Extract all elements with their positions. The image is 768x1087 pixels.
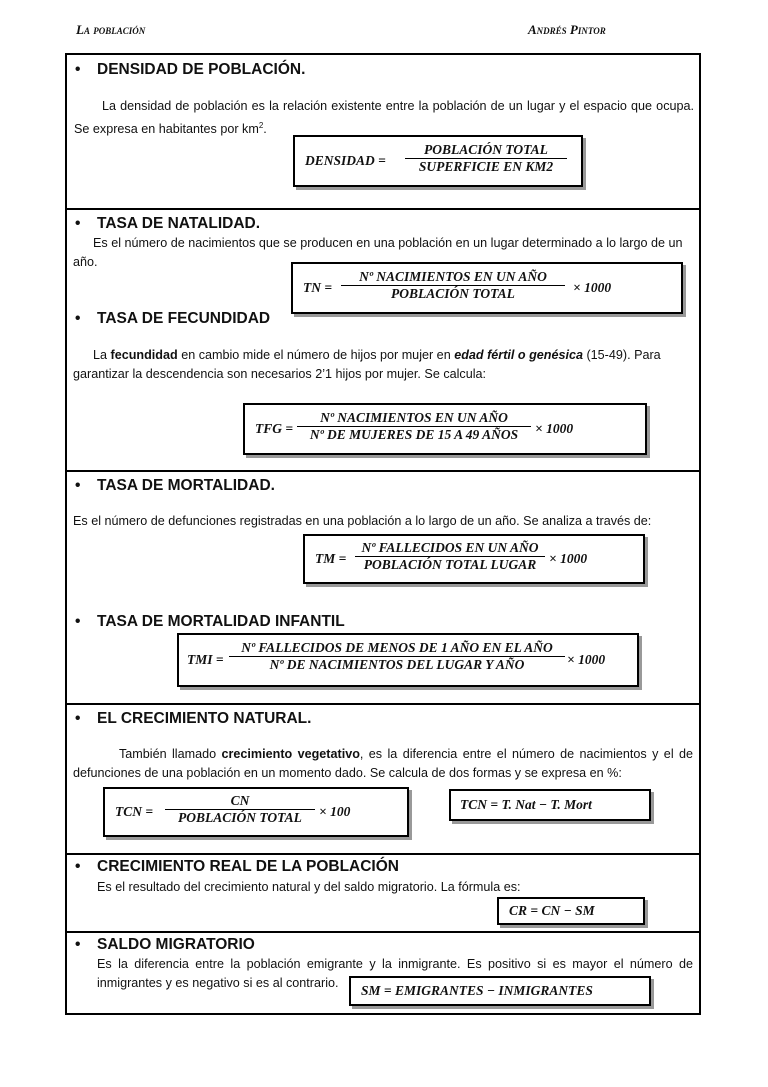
formula-densidad: DENSIDAD = POBLACIÓN TOTAL SUPERFICIE EN KM2 [293,135,583,187]
formula-natalidad: TN = Nº NACIMIENTOS EN UN AÑO POBLACIÓN TOTAL × 1000 [291,262,683,314]
section-heading: • CRECIMIENTO REAL DE LA POBLACIÓN [75,858,399,875]
bullet-icon: • [75,215,81,232]
section-heading: • TASA DE MORTALIDAD. [75,477,275,494]
bullet-icon: • [75,858,81,875]
formula-cr: CR = CN − SM [497,897,645,925]
section-heading: • TASA DE NATALIDAD. [75,215,261,232]
section-mortalidad [67,472,699,705]
section-crecimiento [67,705,699,855]
section-text: Es el número de nacimientos que se producen en una población en un lugar determinado a lo largo de un año. [73,236,683,269]
page-header [0,22,768,42]
bullet-icon: • [75,710,81,727]
section-text: También llamado crecimiento vegetativo, es la diferencia entre el número de nacimientos y el de defunciones de una población en un momento dado. Se calcula de dos formas y se expresa en %: [73,747,694,780]
formula-fecundidad: TFG = Nº NACIMIENTOS EN UN AÑO Nº DE MUJERES DE 15 A 49 AÑOS × 1000 [243,403,647,455]
section-saldo [67,933,699,1015]
section-heading: • SALDO MIGRATORIO [75,936,255,953]
bullet-icon: • [75,477,81,494]
formula-sm: SM = EMIGRANTES − INMIGRANTES [349,976,651,1006]
section-heading: • DENSIDAD DE POBLACIÓN. [75,61,306,78]
bullet-icon: • [75,936,81,953]
bullet-icon: • [75,613,81,630]
formula-mortalidad: TM = Nº FALLECIDOS EN UN AÑO POBLACIÓN TOTAL LUGAR × 1000 [303,534,645,584]
formula-tcn-1: TCN = CN POBLACIÓN TOTAL × 100 [103,787,409,837]
section-heading: • EL CRECIMIENTO NATURAL. [75,710,312,727]
formula-mortalidad-infantil: TMI = Nº FALLECIDOS DE MENOS DE 1 AÑO EN EL AÑO Nº DE NACIMIENTOS DEL LUGAR Y AÑO × 1000 [177,633,639,687]
section-text: Es el número de defunciones registradas en una población a lo largo de un año. Se analiza a través de: [73,514,652,528]
content-frame [65,53,701,1015]
bullet-icon: • [75,61,81,78]
section-heading-fecundidad: • TASA DE FECUNDIDAD [75,310,271,327]
formula-tcn-2: TCN = T. Nat − T. Mort [449,789,651,821]
section-text: La densidad de población es la relación existente entre la población de un lugar y el espacio que ocupa. Se expresa en habitantes por $km^2$. [74,99,694,137]
section-natalidad [67,210,699,472]
section-heading-infantil: • TASA DE MORTALIDAD INFANTIL [75,613,345,630]
section-text: Es la diferencia entre la población emigrante y la inmigrante. Es positivo si es mayor el número de inmigrantes y es negativo si es al contrario. [97,957,693,990]
section-densidad [67,55,699,210]
header-title: La población [76,22,146,37]
section-crecimiento-real [67,855,699,933]
header-author: Andrés Pintor [528,22,606,37]
section-text-fecundidad: La fecundidad en cambio mide el número de hijos por mujer en edad fértil o genésica (15-49). Para garantizar la descendencia son necesarios 2’1 hijos por mujer. Se calcula: [73,348,661,381]
section-text: Es el resultado del crecimiento natural y del saldo migratorio. La fórmula es: [97,880,521,894]
bullet-icon: • [75,310,81,327]
